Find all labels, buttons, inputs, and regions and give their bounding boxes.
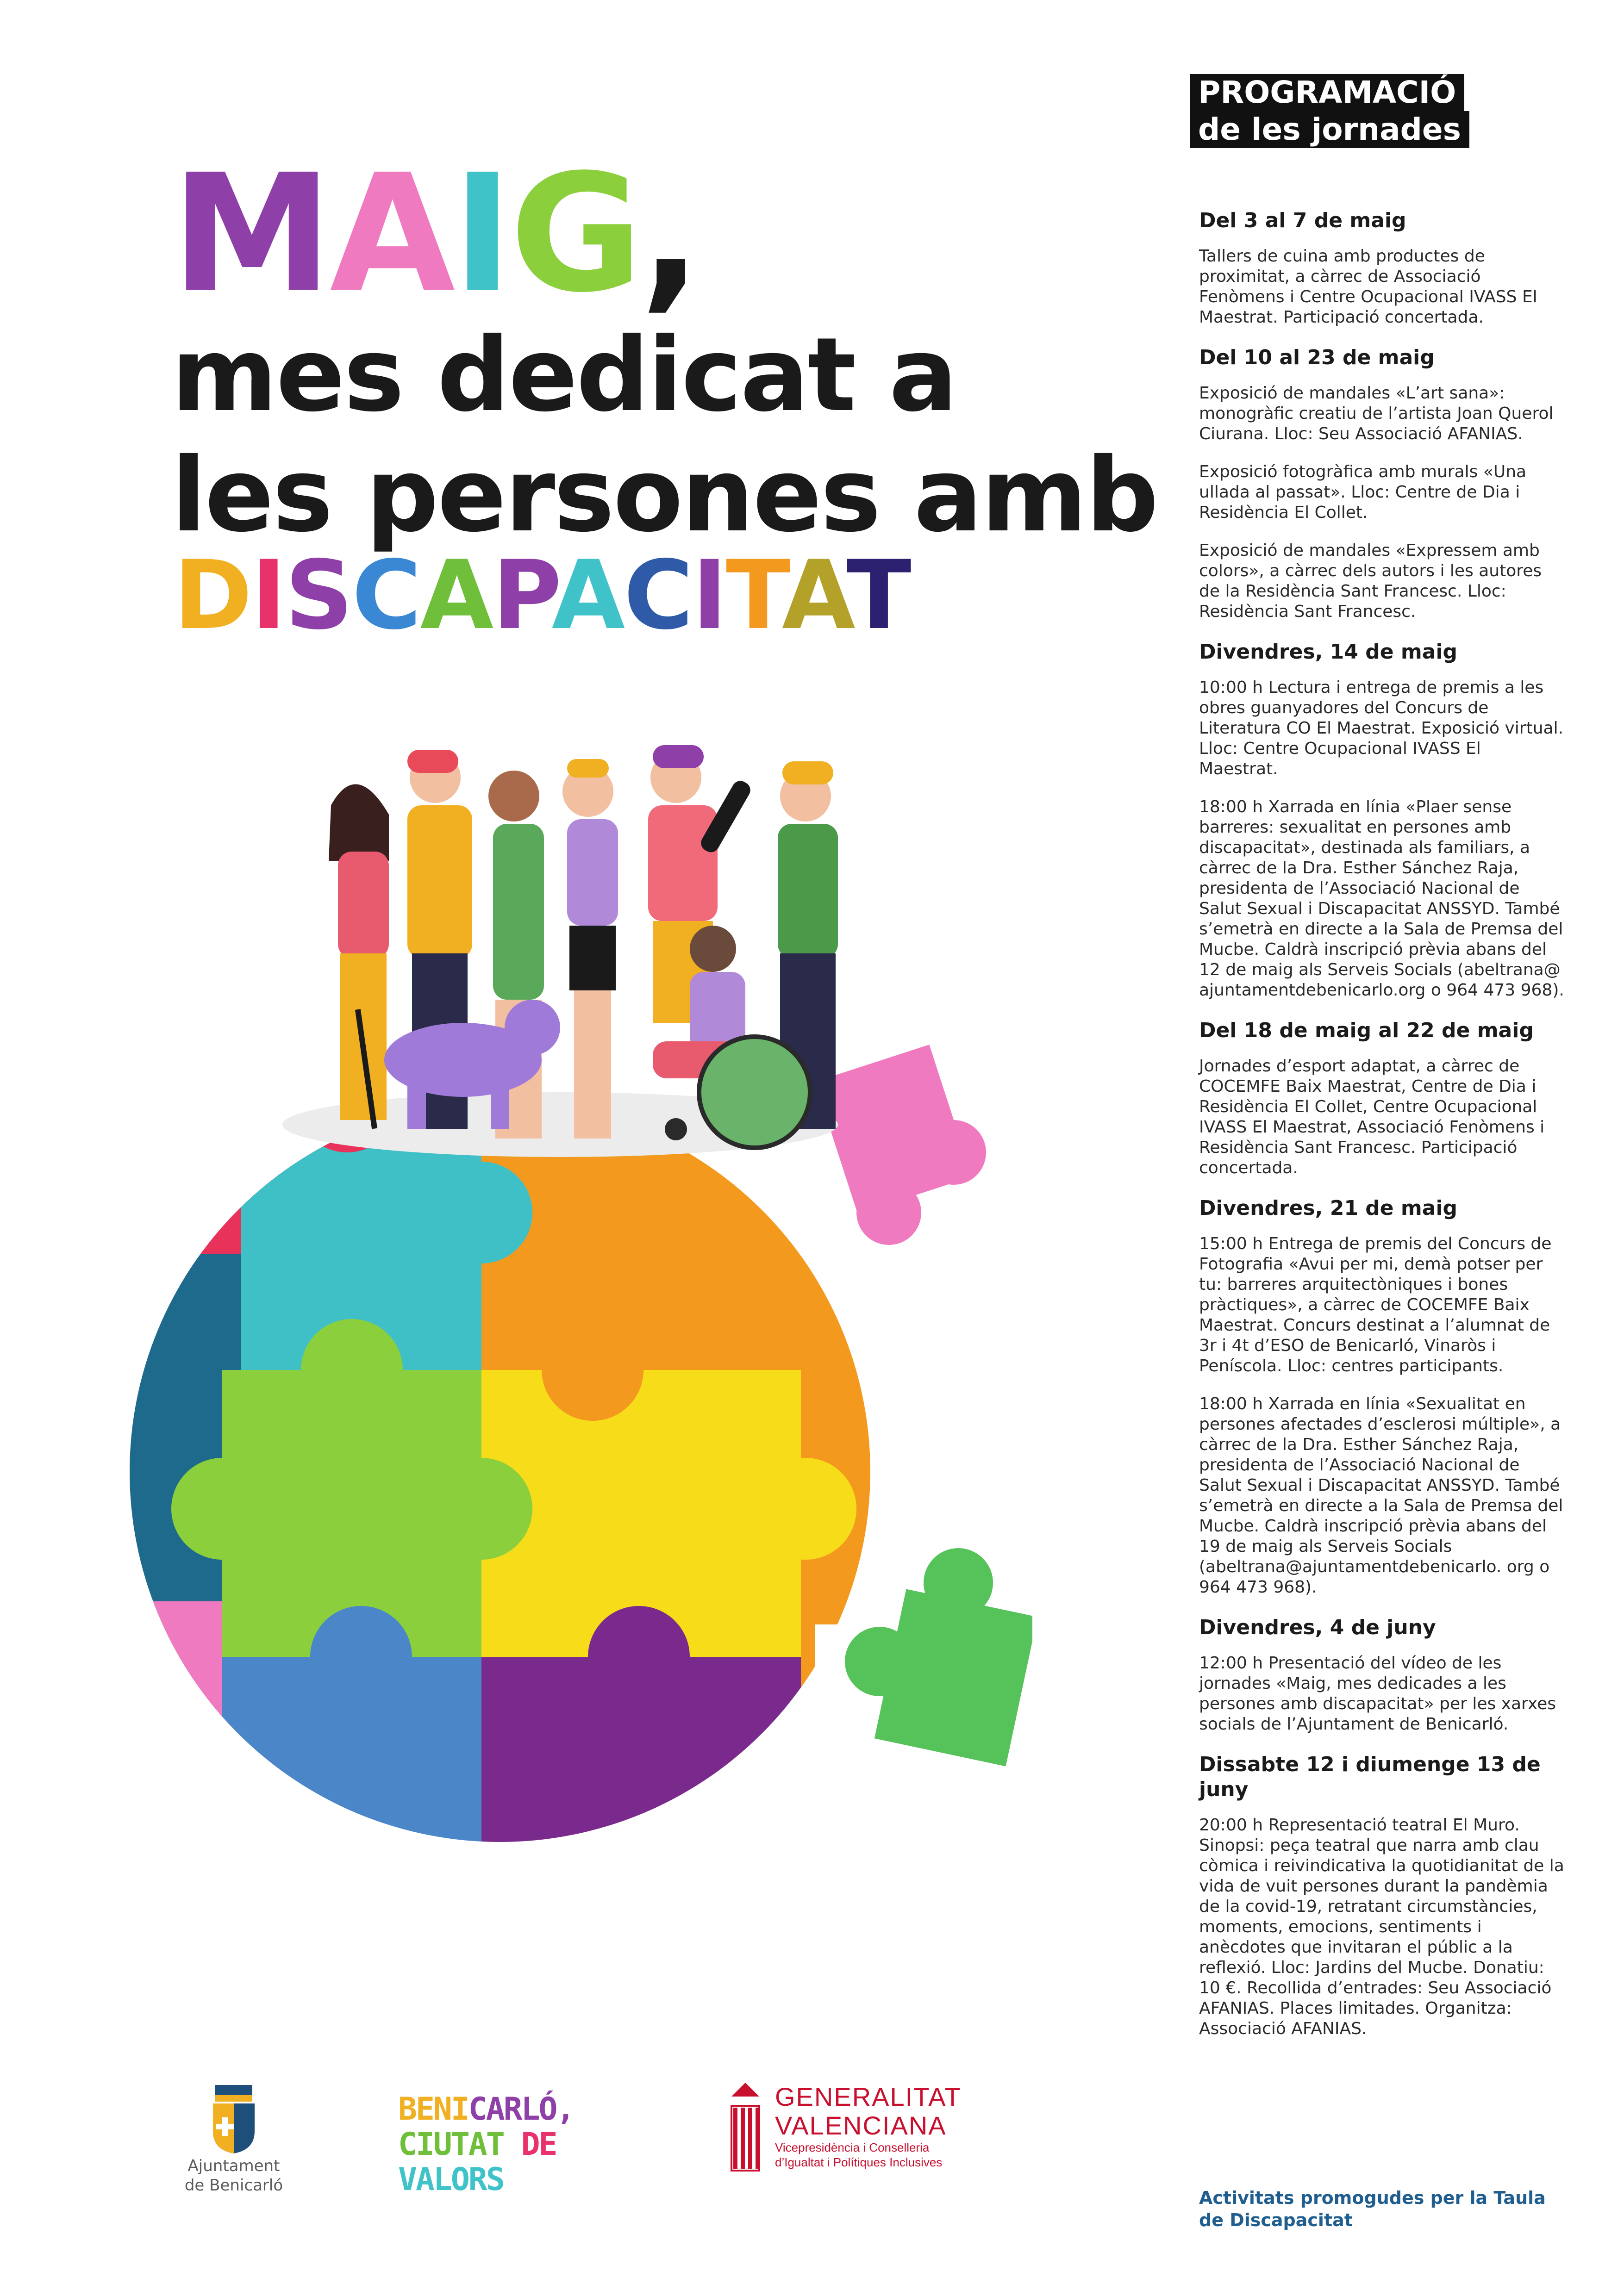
title-disc-letter: C [624,541,692,651]
schedule-date: Del 3 al 7 de maig [1199,209,1406,232]
schedule-description: 20:00 h Representació teatral El Muro. Sinopsi: peça teatral que narra amb clau còmica i reivindicativa la quotidianitat de la vida de vuit persones durant la pandèmia de la covid-19, retratant circumstàncies, moments, emocions, sentiments i anècdotes que invitaran el públic a la reflexió. Lloc: Jardins del Mucbe. Donatiu: 10 €. Recollida d’entrades: Seu Associació AFANIAS. Places limitades. Organitza: Associació AFANIAS. [1199,1816,1564,2038]
gva-shield-icon [727,2083,764,2175]
ajuntament-line-2: de Benicarló [184,2176,283,2195]
title-disc-letter: T [846,541,910,651]
valors-word: VALORS [398,2161,504,2198]
gva-sub-line-2: d’Igualtat i Polítiques Inclusives [775,2155,943,2169]
schedule-date: Divendres, 4 de juny [1199,1616,1436,1639]
ajuntament-line-1: Ajuntament [187,2157,280,2175]
title-disc-letter: D [174,541,251,651]
title-disc-letter: I [692,541,726,651]
title-maig-letter: I [452,139,510,328]
schedule-list [1199,208,1565,2057]
schedule-description: Tallers de cuina amb productes de proximitat, a càrrec de Associació Fenòmens i Centre Ocupacional IVASS El Maestrat. Participació concertada. [1199,247,1537,327]
ciutat-word: CIUTAT [398,2126,504,2163]
schedule-date: Del 18 de maig al 22 de maig [1199,1019,1534,1042]
title-maig-letter: , [640,139,699,328]
schedule-description: Jornades d’esport adaptat, a càrrec de COCEMFE Baix Maestrat, Centre de Dia i Residència El Collet, Centre Ocupacional IVASS El Maestrat, Associació Fenòmens i Residència Sant Francesc. Participació concertada. [1199,1057,1545,1177]
schedule-date: Del 10 al 23 de maig [1199,346,1435,369]
title-disc-letter: A [551,541,624,651]
gva-sub-line-1: Vicepresidència i Conselleria [775,2140,930,2154]
schedule-description: 15:00 h Entrega de premis del Concurs de Fotografia «Avui per mi, demà potser per tu: barreres arquitectòniques i bones pràctiques», a càrrec de COCEMFE Baix Maestrat. Concurs destinat a l’alumnat de 3r i 4t d’ESO de Benicarló, Vinaròs i Peníscola. Lloc: centres participants. [1199,1234,1552,1375]
gva-line-2: VALENCIANA [775,2111,947,2140]
benicarlo-word-a: BENI [398,2091,468,2128]
title-disc-letter: I [251,541,285,651]
schedule-description: Exposició de mandales «Expressem amb colors», a càrrec dels autors i les autores de la Residència Sant Francesc. Lloc: Residència Sant Francesc. [1199,541,1542,621]
schedule-date: Dissabte 12 i diumenge 13 de juny [1199,1753,1541,1801]
de-word: DE [521,2126,556,2163]
schedule-description: 10:00 h Lectura i entrega de premis a les obres guanyadores del Concurs de Literatura CO El Maestrat. Exposició virtual. Lloc: Centre Ocupacional IVASS El Maestrat. [1199,678,1564,778]
title-maig [171,139,699,328]
schedule-description: Exposició fotogràfica amb murals «Una ullada al passat». Lloc: Centre de Dia i Residència El Collet. [1199,462,1527,522]
ajuntament-logo [171,2085,296,2195]
title-disc-letter: P [492,541,552,651]
title-disc-letter: T [726,541,782,651]
title-maig-letter: G [510,139,640,328]
coat-of-arms-icon [208,2085,259,2154]
title-disc-letter: S [285,541,352,651]
schedule-date: Divendres, 21 de maig [1199,1196,1458,1220]
benicarlo-word-b: CARLÓ, [468,2091,574,2128]
title-disc-letter: C [352,541,420,651]
benicarlo-ciutat-de-valors-logo [398,2092,574,2197]
title-disc-letter: A [781,541,847,651]
title-maig-letter: M [171,139,330,328]
program-heading-line-1: PROGRAMACIÓ [1190,74,1464,111]
globe-puzzle-icon [130,1046,940,1935]
program-heading-line-2: de les jornades [1190,111,1469,148]
gva-line-1: GENERALITAT [775,2082,962,2111]
schedule-description: 18:00 h Xarrada en línia «Sexualitat en persones afectades d’esclerosi múltiple», a càrrec de la Dra. Esther Sánchez Raja, presidenta de l’Associació Nacional de Salut Sexual i Discapacitat ANSSYD. També s’emetrà en directe a la Sala de Premsa del Mucbe. Caldrà inscripció prèvia abans del 19 de maig als Serveis Socials (abeltrana@ajuntamentdebenicarlo. org o 964 473 968). [1199,1394,1563,1597]
schedule-date: Divendres, 14 de maig [1199,640,1458,664]
title-disc-letter: A [420,541,493,651]
generalitat-valenciana-logo [727,2083,962,2175]
schedule-description: Exposició de mandales «L’art sana»: monogràfic creatiu de l’artista Joan Querol Ciurana. Lloc: Seu Associació AFANIAS. [1199,384,1554,443]
puzzle-globe-illustration [130,722,1032,1981]
title-line-2: mes dedicat a [171,316,956,434]
title-line-3: les persones amb [171,436,1157,554]
puzzle-piece-pink-icon [815,1045,986,1245]
title-maig-letter: A [330,139,453,328]
program-heading [1190,74,1469,148]
footer-note: Activitats promogudes per la Taula de Discapacitat [1199,2188,1546,2230]
schedule-description: 12:00 h Presentació del vídeo de les jornades «Maig, mes dedicades a les persones amb discapacitat» per les xarxes socials de l’Ajuntament de Benicarló. [1199,1654,1556,1734]
title-discapacitat [174,541,910,651]
schedule-description: 18:00 h Xarrada en línia «Plaer sense barreres: sexualitat en persones amb discapacitat», destinada als familiars, a càrrec de la Dra. Esther Sánchez Raja, presidenta de l’Associació Nacional de Salut Sexual i Discapacitat ANSSYD. També s’emetrà en directe a la Sala de Premsa del Mucbe. Caldrà inscripció prèvia abans del 12 de maig als Serveis Socials (abeltrana@ ajuntamentdebenicarlo.org o 964 473 968). [1199,797,1564,1000]
